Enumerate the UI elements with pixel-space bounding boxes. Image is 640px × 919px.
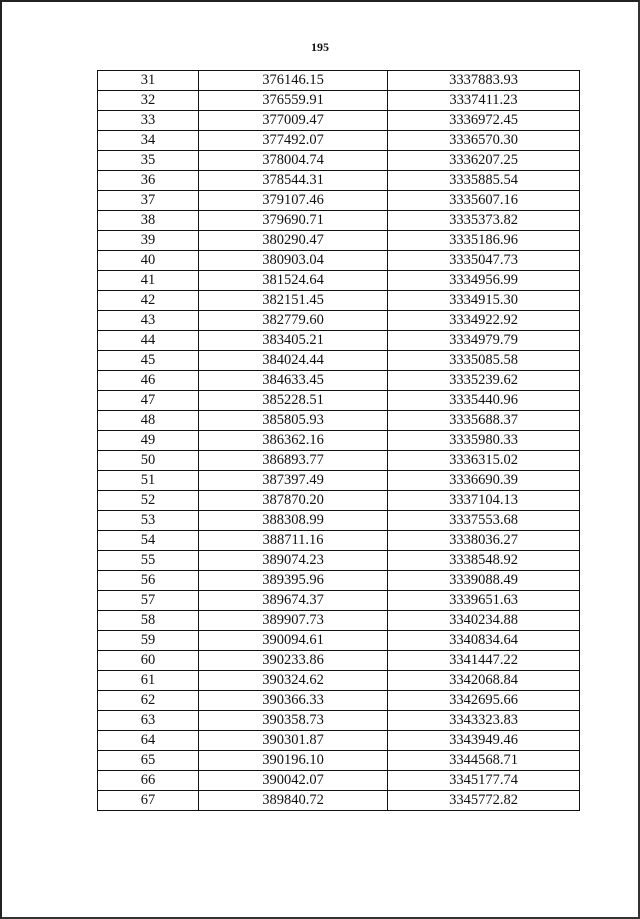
x-coordinate-cell: 384024.44	[199, 351, 388, 371]
y-coordinate-cell: 3337883.93	[388, 71, 580, 91]
table-row	[98, 71, 580, 91]
point-number-cell: 46	[98, 371, 199, 391]
x-coordinate-cell: 390094.61	[199, 631, 388, 651]
table-row	[98, 451, 580, 471]
point-number-cell: 47	[98, 391, 199, 411]
point-number-cell: 56	[98, 571, 199, 591]
point-number-cell: 55	[98, 551, 199, 571]
table-row	[98, 471, 580, 491]
point-number-cell: 67	[98, 791, 199, 811]
table-row	[98, 351, 580, 371]
table-row	[98, 211, 580, 231]
point-number-cell: 59	[98, 631, 199, 651]
x-coordinate-cell: 387870.20	[199, 491, 388, 511]
point-number-cell: 52	[98, 491, 199, 511]
coordinates-table-body	[98, 71, 580, 811]
point-number-cell: 54	[98, 531, 199, 551]
x-coordinate-cell: 390233.86	[199, 651, 388, 671]
table-row	[98, 491, 580, 511]
point-number-cell: 57	[98, 591, 199, 611]
point-number-cell: 32	[98, 91, 199, 111]
x-coordinate-cell: 381524.64	[199, 271, 388, 291]
y-coordinate-cell: 3338548.92	[388, 551, 580, 571]
x-coordinate-cell: 380290.47	[199, 231, 388, 251]
x-coordinate-cell: 379690.71	[199, 211, 388, 231]
y-coordinate-cell: 3334979.79	[388, 331, 580, 351]
table-row	[98, 151, 580, 171]
point-number-cell: 33	[98, 111, 199, 131]
point-number-cell: 38	[98, 211, 199, 231]
point-number-cell: 64	[98, 731, 199, 751]
x-coordinate-cell: 388308.99	[199, 511, 388, 531]
y-coordinate-cell: 3336972.45	[388, 111, 580, 131]
x-coordinate-cell: 389074.23	[199, 551, 388, 571]
point-number-cell: 34	[98, 131, 199, 151]
point-number-cell: 41	[98, 271, 199, 291]
x-coordinate-cell: 376559.91	[199, 91, 388, 111]
y-coordinate-cell: 3335688.37	[388, 411, 580, 431]
table-row	[98, 691, 580, 711]
x-coordinate-cell: 383405.21	[199, 331, 388, 351]
point-number-cell: 49	[98, 431, 199, 451]
y-coordinate-cell: 3341447.22	[388, 651, 580, 671]
y-coordinate-cell: 3343323.83	[388, 711, 580, 731]
point-number-cell: 48	[98, 411, 199, 431]
table-row	[98, 291, 580, 311]
point-number-cell: 44	[98, 331, 199, 351]
table-row	[98, 311, 580, 331]
point-number-cell: 31	[98, 71, 199, 91]
y-coordinate-cell: 3343949.46	[388, 731, 580, 751]
point-number-cell: 40	[98, 251, 199, 271]
table-row	[98, 191, 580, 211]
point-number-cell: 51	[98, 471, 199, 491]
table-row	[98, 91, 580, 111]
x-coordinate-cell: 389395.96	[199, 571, 388, 591]
point-number-cell: 42	[98, 291, 199, 311]
table-row	[98, 391, 580, 411]
y-coordinate-cell: 3335607.16	[388, 191, 580, 211]
point-number-cell: 36	[98, 171, 199, 191]
table-row	[98, 551, 580, 571]
point-number-cell: 50	[98, 451, 199, 471]
y-coordinate-cell: 3345772.82	[388, 791, 580, 811]
table-row	[98, 331, 580, 351]
x-coordinate-cell: 377009.47	[199, 111, 388, 131]
y-coordinate-cell: 3339088.49	[388, 571, 580, 591]
y-coordinate-cell: 3336570.30	[388, 131, 580, 151]
point-number-cell: 45	[98, 351, 199, 371]
x-coordinate-cell: 384633.45	[199, 371, 388, 391]
page-number: 195	[311, 40, 329, 54]
table-row	[98, 531, 580, 551]
table-row	[98, 631, 580, 651]
y-coordinate-cell: 3335085.58	[388, 351, 580, 371]
x-coordinate-cell: 378004.74	[199, 151, 388, 171]
table-row	[98, 511, 580, 531]
x-coordinate-cell: 389840.72	[199, 791, 388, 811]
table-row	[98, 791, 580, 811]
table-row	[98, 571, 580, 591]
table-row	[98, 271, 580, 291]
y-coordinate-cell: 3342068.84	[388, 671, 580, 691]
point-number-cell: 58	[98, 611, 199, 631]
table-row	[98, 411, 580, 431]
y-coordinate-cell: 3337104.13	[388, 491, 580, 511]
x-coordinate-cell: 389907.73	[199, 611, 388, 631]
table-row	[98, 611, 580, 631]
x-coordinate-cell: 379107.46	[199, 191, 388, 211]
point-number-cell: 39	[98, 231, 199, 251]
table-row	[98, 371, 580, 391]
x-coordinate-cell: 390196.10	[199, 751, 388, 771]
table-row	[98, 751, 580, 771]
y-coordinate-cell: 3339651.63	[388, 591, 580, 611]
y-coordinate-cell: 3335047.73	[388, 251, 580, 271]
point-number-cell: 63	[98, 711, 199, 731]
y-coordinate-cell: 3334956.99	[388, 271, 580, 291]
x-coordinate-cell: 388711.16	[199, 531, 388, 551]
y-coordinate-cell: 3337553.68	[388, 511, 580, 531]
point-number-cell: 35	[98, 151, 199, 171]
y-coordinate-cell: 3335440.96	[388, 391, 580, 411]
point-number-cell: 62	[98, 691, 199, 711]
point-number-cell: 66	[98, 771, 199, 791]
x-coordinate-cell: 380903.04	[199, 251, 388, 271]
coordinates-table	[97, 70, 580, 811]
point-number-cell: 37	[98, 191, 199, 211]
table-row	[98, 111, 580, 131]
y-coordinate-cell: 3338036.27	[388, 531, 580, 551]
point-number-cell: 43	[98, 311, 199, 331]
table-row	[98, 771, 580, 791]
x-coordinate-cell: 390042.07	[199, 771, 388, 791]
y-coordinate-cell: 3334922.92	[388, 311, 580, 331]
x-coordinate-cell: 389674.37	[199, 591, 388, 611]
y-coordinate-cell: 3335980.33	[388, 431, 580, 451]
x-coordinate-cell: 386362.16	[199, 431, 388, 451]
table-row	[98, 131, 580, 151]
y-coordinate-cell: 3345177.74	[388, 771, 580, 791]
x-coordinate-cell: 390358.73	[199, 711, 388, 731]
x-coordinate-cell: 385228.51	[199, 391, 388, 411]
point-number-cell: 65	[98, 751, 199, 771]
x-coordinate-cell: 387397.49	[199, 471, 388, 491]
y-coordinate-cell: 3340234.88	[388, 611, 580, 631]
x-coordinate-cell: 385805.93	[199, 411, 388, 431]
y-coordinate-cell: 3335239.62	[388, 371, 580, 391]
y-coordinate-cell: 3336690.39	[388, 471, 580, 491]
y-coordinate-cell: 3335885.54	[388, 171, 580, 191]
y-coordinate-cell: 3335186.96	[388, 231, 580, 251]
table-row	[98, 711, 580, 731]
table-row	[98, 731, 580, 751]
x-coordinate-cell: 376146.15	[199, 71, 388, 91]
x-coordinate-cell: 378544.31	[199, 171, 388, 191]
x-coordinate-cell: 386893.77	[199, 451, 388, 471]
table-row	[98, 431, 580, 451]
x-coordinate-cell: 390301.87	[199, 731, 388, 751]
y-coordinate-cell: 3337411.23	[388, 91, 580, 111]
point-number-cell: 61	[98, 671, 199, 691]
x-coordinate-cell: 382779.60	[199, 311, 388, 331]
y-coordinate-cell: 3335373.82	[388, 211, 580, 231]
table-row	[98, 251, 580, 271]
x-coordinate-cell: 390366.33	[199, 691, 388, 711]
table-row	[98, 651, 580, 671]
x-coordinate-cell: 377492.07	[199, 131, 388, 151]
table-row	[98, 671, 580, 691]
x-coordinate-cell: 390324.62	[199, 671, 388, 691]
y-coordinate-cell: 3344568.71	[388, 751, 580, 771]
x-coordinate-cell: 382151.45	[199, 291, 388, 311]
table-row	[98, 171, 580, 191]
y-coordinate-cell: 3334915.30	[388, 291, 580, 311]
point-number-cell: 60	[98, 651, 199, 671]
point-number-cell: 53	[98, 511, 199, 531]
y-coordinate-cell: 3336207.25	[388, 151, 580, 171]
y-coordinate-cell: 3342695.66	[388, 691, 580, 711]
y-coordinate-cell: 3336315.02	[388, 451, 580, 471]
table-row	[98, 231, 580, 251]
y-coordinate-cell: 3340834.64	[388, 631, 580, 651]
table-row	[98, 591, 580, 611]
